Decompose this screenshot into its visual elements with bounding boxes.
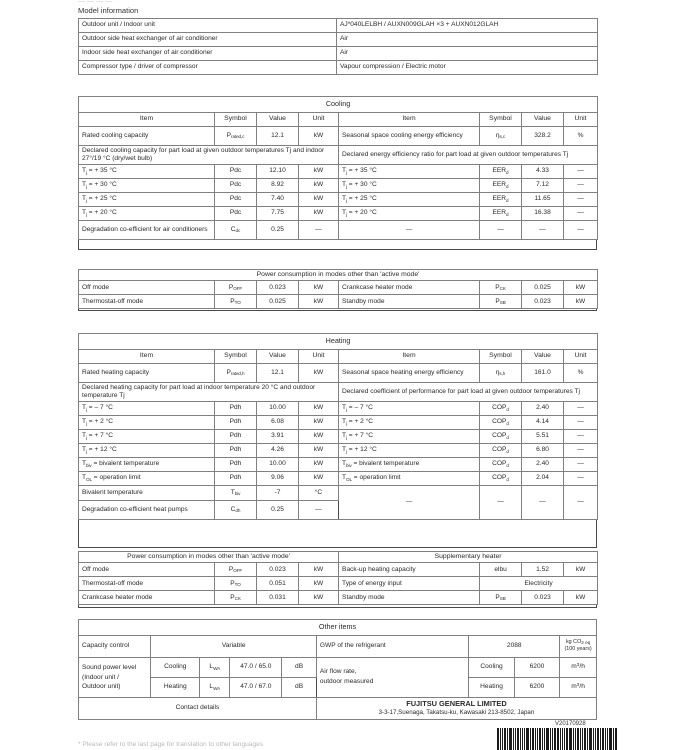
declared-cop-note: Declared coefficient of performance for part load at given outdoor temperatures Tj	[339, 382, 598, 401]
air-flow-value: 6200	[514, 657, 559, 677]
col-value: Value	[257, 349, 299, 363]
rated-heating-unit: kW	[299, 363, 339, 382]
cooling-eer-unit: —	[564, 178, 598, 192]
heating-cop-value: 2.04	[522, 471, 564, 485]
col-symbol-2: Symbol	[480, 349, 522, 363]
rated-heating-symbol: $P_{rated,h}$	[215, 363, 257, 382]
cooling-pdc-unit: kW	[299, 192, 339, 206]
seasonal-cooling-efficiency-label: Seasonal space cooling energy efficiency	[339, 126, 480, 145]
supp-heater-symbol: $P_{SB}$	[480, 591, 522, 605]
heating-banner-row	[79, 334, 598, 350]
heating-pdh-value: 10.00	[257, 401, 299, 415]
cooling-degradation-empty-unit: —	[564, 220, 598, 239]
cooling-header-row	[79, 112, 598, 126]
seasonal-cooling-unit: %	[564, 126, 598, 145]
cooling-degradation-empty-value: —	[522, 220, 564, 239]
heating-pdh-value: 10.00	[257, 457, 299, 471]
model-item: Indoor side heat exchanger of air conditioner	[79, 47, 337, 61]
declared-eer-note: Declared energy efficiency ratio for part load at given outdoor temperatures Tj	[339, 145, 598, 164]
table-row	[79, 178, 598, 192]
contact-details-row	[79, 697, 597, 719]
model-value: Air	[337, 33, 598, 47]
heating-cop-tj-label: $T_j$ = + 7 °C	[339, 429, 480, 443]
capacity-control-value: Variable	[151, 635, 316, 657]
sound-power-unit: dB	[282, 657, 317, 677]
table-row	[79, 47, 598, 61]
rated-cooling-value: 12.1	[257, 126, 299, 145]
heating-tj-label: $T_j$ = + 2 °C	[79, 415, 215, 429]
cooling-eer-unit: —	[564, 164, 598, 178]
heating-pdh-value: 4.26	[257, 443, 299, 457]
table-row	[79, 192, 598, 206]
cooling-power-consumption-table	[78, 269, 598, 309]
heating-cop-value: 2.40	[522, 401, 564, 415]
supp-heater-unit: kW	[564, 563, 598, 577]
rated-cooling-symbol: $P_{rated,c}$	[215, 126, 257, 145]
cooling-power-value: 0.023	[257, 281, 299, 295]
cooling-eer-tj-label: $T_j$ = + 20 °C	[339, 206, 480, 220]
table-row	[79, 429, 598, 443]
heating-power-symbol: $P_{CK}$	[215, 591, 257, 605]
model-value: Vapour compression / Electric motor	[337, 61, 598, 75]
cooling-power-mode-label: Thermostat-off mode	[79, 295, 215, 309]
heating-degradation-label: Degradation co-efficient heat pumps	[79, 500, 215, 519]
cooling-pdc-symbol: Pdc	[215, 178, 257, 192]
heating-power-mode-label: Off mode	[79, 563, 215, 577]
heating-tj-label: $T_j$ = – 7 °C	[79, 401, 215, 415]
heating-degradation-unit: —	[299, 500, 339, 519]
heating-pdh-unit: kW	[299, 429, 339, 443]
heating-power-banner: Power consumption in modes other than 'active mode'	[79, 552, 339, 563]
heating-tj-label: $T_j$ = + 12 °C	[79, 443, 215, 457]
rated-cooling-unit: kW	[299, 126, 339, 145]
heating-pdh-symbol: Pdh	[215, 443, 257, 457]
heating-cop-tj-label: $T_j$ = + 12 °C	[339, 443, 480, 457]
supp-heater-unit: kW	[564, 591, 598, 605]
cooling-eer-value: 11.65	[522, 192, 564, 206]
bivalent-temperature-unit: °C	[299, 485, 339, 500]
cooling-table	[78, 96, 598, 240]
cooling-eer-unit: —	[564, 206, 598, 220]
heating-declared-row	[79, 382, 598, 401]
cooling-eer-value: 16.38	[522, 206, 564, 220]
heating-pdh-symbol: Pdh	[215, 415, 257, 429]
heating-degradation-value: 0.25	[257, 500, 299, 519]
supplementary-heater-banner: Supplementary heater	[339, 552, 598, 563]
heating-power-mode-label: Crankcase heater mode	[79, 591, 215, 605]
cooling-degradation-label: Degradation co-efficient for air conditioners	[79, 220, 215, 239]
declared-heating-capacity-note: Declared heating capacity for part load at indoor temperature 20 °C and outdoor temperature Tj	[79, 382, 339, 401]
col-value-2: Value	[522, 349, 564, 363]
heating-cop-unit: —	[564, 443, 598, 457]
heating-header-row	[79, 349, 598, 363]
cooling-pdc-unit: kW	[299, 178, 339, 192]
col-unit: Unit	[299, 349, 339, 363]
cooling-pdc-unit: kW	[299, 206, 339, 220]
col-unit-2: Unit	[564, 112, 598, 126]
cooling-eer-value: 4.33	[522, 164, 564, 178]
heating-cop-unit: —	[564, 429, 598, 443]
other-items-table	[78, 619, 597, 720]
table-row	[79, 657, 597, 677]
table-row	[79, 443, 598, 457]
air-flow-rate-label: Air flow rate, outdoor measured	[316, 657, 468, 697]
cooling-pdc-value: 12.10	[257, 164, 299, 178]
table-row	[79, 415, 598, 429]
cooling-power-value: 0.025	[257, 295, 299, 309]
cooling-tj-label: $T_j$ = + 35 °C	[79, 164, 215, 178]
cooling-power-symbol: $P_{OFF}$	[215, 281, 257, 295]
heating-pdh-value: 6.08	[257, 415, 299, 429]
cooling-degradation-row	[79, 220, 598, 239]
rated-heating-capacity-label: Rated heating capacity	[79, 363, 215, 382]
cooling-pdc-value: 8.92	[257, 178, 299, 192]
company-address: 3-3-17,Suenaga, Takatsu-ku, Kawasaki 213-8502, Japan	[378, 709, 535, 717]
heating-pdh-value: 9.06	[257, 471, 299, 485]
heating-pdh-symbol: Pdh	[215, 429, 257, 443]
translation-footnote: * Please refer to the last page for translation to other languages	[78, 741, 264, 748]
seasonal-heating-symbol: $\eta_{s,h}$	[480, 363, 522, 382]
gwp-label: GWP of the refrigerant	[316, 635, 468, 657]
col-value: Value	[257, 112, 299, 126]
heating-power-symbol: $P_{OFF}$	[215, 563, 257, 577]
heating-degradation-symbol: $C_{dh}$	[215, 500, 257, 519]
seasonal-cooling-symbol: $\eta_{s,c}$	[480, 126, 522, 145]
energy-input-type-value: Electricity	[480, 577, 598, 591]
cooling-power-value-2: 0.023	[522, 295, 564, 309]
capacity-control-row	[79, 635, 597, 657]
rated-cooling-capacity-label: Rated cooling capacity	[79, 126, 215, 145]
cooling-pdc-symbol: Pdc	[215, 164, 257, 178]
barcode	[497, 728, 618, 750]
sound-power-level-label: Sound power level (Indoor unit / Outdoor unit)	[79, 657, 151, 697]
other-items-banner-row	[79, 620, 597, 636]
cooling-eer-tj-label: $T_j$ = + 25 °C	[339, 192, 480, 206]
heating-pdh-unit: kW	[299, 443, 339, 457]
table-row	[79, 401, 598, 415]
sound-power-symbol: $L_{WA}$	[200, 657, 230, 677]
heating-pdh-value: 3.91	[257, 429, 299, 443]
cooling-eer-tj-label: $T_j$ = + 35 °C	[339, 164, 480, 178]
air-flow-mode: Heating	[469, 677, 514, 697]
heating-cop-tj-label: $T_j$ = + 2 °C	[339, 415, 480, 429]
cooling-eer-tj-label: $T_j$ = + 30 °C	[339, 178, 480, 192]
heating-banner: Heating	[79, 334, 598, 350]
cooling-pdc-symbol: Pdc	[215, 206, 257, 220]
model-value: AJ*040LELBH / AUXN009GLAH ×3 + AUXN012GLAH	[337, 19, 598, 33]
col-item: Item	[79, 349, 215, 363]
model-information-label: Model information	[78, 6, 139, 15]
heating-cop-symbol: $COP_d$	[480, 457, 522, 471]
col-unit-2: Unit	[564, 349, 598, 363]
heating-tj-label: $T_{biv}$ = bivalent temperature	[79, 457, 215, 471]
sound-power-mode: Heating	[151, 677, 200, 697]
cooling-power-mode-label: Off mode	[79, 281, 215, 295]
sound-power-mode: Cooling	[151, 657, 200, 677]
cooling-power-symbol-2: $P_{CK}$	[480, 281, 522, 295]
cooling-eer-symbol: $EER_d$	[480, 164, 522, 178]
heating-pdh-unit: kW	[299, 415, 339, 429]
model-information-table	[78, 18, 598, 75]
supp-heater-label: Back-up heating capacity	[339, 563, 480, 577]
rated-heating-value: 12.1	[257, 363, 299, 382]
heating-pdh-symbol: Pdh	[215, 457, 257, 471]
col-unit: Unit	[299, 112, 339, 126]
cooling-pdc-value: 7.40	[257, 192, 299, 206]
clipped-top-line: — — — —	[78, 0, 113, 5]
cooling-power-banner: Power consumption in modes other than 'active mode'	[79, 270, 598, 281]
cooling-power-value-2: 0.025	[522, 281, 564, 295]
heating-cop-unit: —	[564, 415, 598, 429]
supp-heater-value: 1.52	[522, 563, 564, 577]
gwp-value: 2088	[469, 635, 560, 657]
sound-power-symbol: $L_{WA}$	[200, 677, 230, 697]
cooling-power-unit-2: kW	[564, 295, 598, 309]
air-flow-unit: $m^3/h$	[560, 677, 597, 697]
bivalent-temperature-row	[79, 485, 598, 500]
supp-heater-symbol: elbu	[480, 563, 522, 577]
seasonal-heating-value: 161.0	[522, 363, 564, 382]
heating-power-unit: kW	[299, 577, 339, 591]
heating-cop-symbol: $COP_d$	[480, 471, 522, 485]
heating-cop-value: 2.40	[522, 457, 564, 471]
energy-input-type-label: Type of energy input	[339, 577, 480, 591]
rated-heating-row	[79, 363, 598, 382]
capacity-control-label: Capacity control	[79, 635, 151, 657]
heating-power-unit: kW	[299, 591, 339, 605]
heating-pdh-unit: kW	[299, 457, 339, 471]
cooling-pdc-value: 7.75	[257, 206, 299, 220]
heating-power-mode-label: Thermostat-off mode	[79, 577, 215, 591]
col-symbol: Symbol	[215, 349, 257, 363]
model-item: Outdoor side heat exchanger of air conditioner	[79, 33, 337, 47]
cooling-eer-unit: —	[564, 192, 598, 206]
heating-cop-unit: —	[564, 471, 598, 485]
cooling-degradation-value: 0.25	[257, 220, 299, 239]
heating-merged-empty-value: —	[522, 485, 564, 519]
seasonal-cooling-value: 328.2	[522, 126, 564, 145]
rated-cooling-row	[79, 126, 598, 145]
cooling-power-mode-label-2: Crankcase heater mode	[339, 281, 480, 295]
other-items-banner: Other items	[79, 620, 597, 636]
table-row	[79, 471, 598, 485]
supp-heater-value: 0.023	[522, 591, 564, 605]
bivalent-temperature-label: Bivalent temperature	[79, 485, 215, 500]
cooling-power-unit: kW	[299, 281, 339, 295]
bivalent-temperature-value: -7	[257, 485, 299, 500]
cooling-power-symbol: $P_{TO}$	[215, 295, 257, 309]
bivalent-temperature-symbol: $T_{biv}$	[215, 485, 257, 500]
cooling-degradation-symbol: $C_{dc}$	[215, 220, 257, 239]
company-name: FUJITSU GENERAL LIMITED	[406, 699, 507, 709]
cooling-power-banner-row	[79, 270, 598, 281]
table-row	[79, 457, 598, 471]
cooling-eer-symbol: $EER_d$	[480, 206, 522, 220]
sound-power-value: 47.0 / 65.0	[230, 657, 282, 677]
gwp-unit: kg $CO_2$ $_{eq}$ (100 years)	[560, 635, 597, 657]
air-flow-value: 6200	[514, 677, 559, 697]
contact-details-value	[316, 697, 596, 719]
heating-pdh-unit: kW	[299, 471, 339, 485]
cooling-power-unit: kW	[299, 295, 339, 309]
heating-cop-symbol: $COP_d$	[480, 429, 522, 443]
table-row	[79, 295, 598, 309]
heating-table	[78, 333, 598, 520]
cooling-eer-symbol: $EER_d$	[480, 192, 522, 206]
seasonal-heating-unit: %	[564, 363, 598, 382]
heating-cop-symbol: $COP_d$	[480, 443, 522, 457]
heating-power-banner-row	[79, 552, 598, 563]
heating-power-symbol: $P_{TO}$	[215, 577, 257, 591]
heating-cop-unit: —	[564, 457, 598, 471]
cooling-degradation-empty-item: —	[339, 220, 480, 239]
air-flow-mode: Cooling	[469, 657, 514, 677]
air-flow-unit: $m^3/h$	[560, 657, 597, 677]
seasonal-heating-efficiency-label: Seasonal space heating energy efficiency	[339, 363, 480, 382]
col-item-2: Item	[339, 112, 480, 126]
heating-power-value: 0.051	[257, 577, 299, 591]
table-row	[79, 591, 598, 605]
heating-cop-symbol: $COP_d$	[480, 401, 522, 415]
cooling-tj-label: $T_j$ = + 20 °C	[79, 206, 215, 220]
cooling-degradation-empty-symbol: —	[480, 220, 522, 239]
cooling-pdc-unit: kW	[299, 164, 339, 178]
heating-pdh-symbol: Pdh	[215, 471, 257, 485]
heating-cop-unit: —	[564, 401, 598, 415]
table-row	[79, 33, 598, 47]
contact-details-label: Contact details	[79, 697, 317, 719]
cooling-degradation-unit: —	[299, 220, 339, 239]
cooling-eer-value: 7.12	[522, 178, 564, 192]
sound-power-value: 47.0 / 67.0	[230, 677, 282, 697]
cooling-pdc-symbol: Pdc	[215, 192, 257, 206]
cooling-power-symbol-2: $P_{SB}$	[480, 295, 522, 309]
heating-pdh-symbol: Pdh	[215, 401, 257, 415]
cooling-banner: Cooling	[79, 97, 598, 113]
sound-power-unit: dB	[282, 677, 317, 697]
cooling-power-unit-2: kW	[564, 281, 598, 295]
cooling-banner-row	[79, 97, 598, 113]
model-item: Compressor type / driver of compressor	[79, 61, 337, 75]
heating-merged-empty-unit: —	[564, 485, 598, 519]
model-item: Outdoor unit / Indoor unit	[79, 19, 337, 33]
heating-merged-empty-item: —	[339, 485, 480, 519]
heating-cop-symbol: $COP_d$	[480, 415, 522, 429]
supp-heater-label: Standby mode	[339, 591, 480, 605]
heating-power-value: 0.031	[257, 591, 299, 605]
heating-cop-value: 6.80	[522, 443, 564, 457]
heating-cop-value: 5.51	[522, 429, 564, 443]
heating-power-value: 0.023	[257, 563, 299, 577]
table-row	[79, 164, 598, 178]
version-code: V20170928	[555, 721, 586, 727]
table-row	[79, 563, 598, 577]
heating-tj-label: $T_j$ = + 7 °C	[79, 429, 215, 443]
heating-cop-tj-label: $T_{biv}$ = bivalent temperature	[339, 457, 480, 471]
heating-cop-tj-label: $T_j$ = – 7 °C	[339, 401, 480, 415]
table-row	[79, 19, 598, 33]
table-row	[79, 281, 598, 295]
heating-tj-label: $T_{OL}$ = operation limit	[79, 471, 215, 485]
col-symbol-2: Symbol	[480, 112, 522, 126]
col-item-2: Item	[339, 349, 480, 363]
heating-power-unit: kW	[299, 563, 339, 577]
table-row	[79, 61, 598, 75]
cooling-tj-label: $T_j$ = + 25 °C	[79, 192, 215, 206]
declared-cooling-capacity-note: Declared cooling capacity for part load at given outdoor temperatures Tj and indoor 27°/19 °C (dry/wet bulb)	[79, 145, 339, 164]
table-row	[79, 206, 598, 220]
cooling-tj-label: $T_j$ = + 30 °C	[79, 178, 215, 192]
heating-merged-empty-symbol: —	[480, 485, 522, 519]
heating-pdh-unit: kW	[299, 401, 339, 415]
col-symbol: Symbol	[215, 112, 257, 126]
heating-cop-value: 4.14	[522, 415, 564, 429]
heating-power-consumption-table	[78, 551, 598, 605]
cooling-declared-row	[79, 145, 598, 164]
cooling-eer-symbol: $EER_d$	[480, 178, 522, 192]
heating-cop-tj-label: $T_{OL}$ = operation limit	[339, 471, 480, 485]
col-value-2: Value	[522, 112, 564, 126]
cooling-power-mode-label-2: Standby mode	[339, 295, 480, 309]
table-row	[79, 577, 598, 591]
col-item: Item	[79, 112, 215, 126]
model-value: Air	[337, 47, 598, 61]
